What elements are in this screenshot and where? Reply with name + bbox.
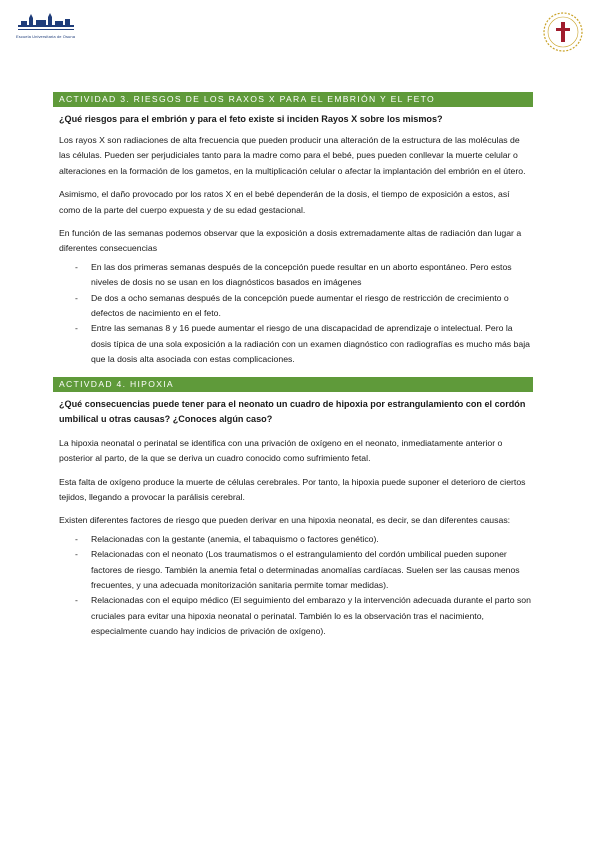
section-4-paragraph: La hipoxia neonatal o perinatal se identifica con una privación de oxígeno en el neonato, inmediatamente anterior o posterior al parto, de la que se deriva un cuadro conocido como sufrimiento fetal. [59, 437, 503, 464]
document-content [53, 92, 533, 640]
osuna-school-logo [16, 12, 76, 42]
school-caption: Escuela Universitaria de Osuna [16, 34, 76, 39]
section-3-paragraph: Los rayos X son radiaciones de alta frecuencia que pueden producir una alteración de la estructura de las moléculas de las células. Pueden ser perjudiciales tanto para la madre como para el bebé, pues pueden conllevar la muerte celular o alteraciones en la formación de los gametos, en la multiplicación celular o afectar la implantación del embrión en el útero. [59, 135, 526, 176]
section-4-heading: ACTIVDAD 4. HIPOXIA [53, 377, 533, 392]
section-4-question: ¿Qué consecuencias puede tener para el neonato un cuadro de hipoxia por estrangulamiento con el cordón umbilical u otras causas? ¿Conoces algún caso? [59, 398, 526, 424]
section-3-heading: ACTIVIDAD 3. RIESGOS DE LOS RAXOS X PARA EL EMBRIÓN Y EL FETO [53, 92, 533, 107]
section-3-paragraph: En función de las semanas podemos observar que la exposición a dosis extremadamente altas de radiación dan lugar a diferentes consecuencias [59, 228, 522, 254]
university-seal [540, 10, 586, 54]
list-item: - Entre las semanas 8 y 16 puede aumentar el riesgo de una discapacidad de aprendizaje o intelectual. Pero la dosis típica de una sola exposición a la radiación con un examen diagnóstico con radiografías es mucho más baja que la dosis alta asociada con estas complicaciones. [53, 321, 533, 367]
section-3-paragraph: Asimismo, el daño provocado por los ratos X en el bebé dependerán de la dosis, el tiempo de exposición a estos, así como de la parte del cuerpo expuesta y de su edad gestacional. [59, 189, 510, 215]
section-4-list [53, 532, 533, 640]
university-seal-icon [540, 10, 586, 54]
list-item: - Relacionadas con el equipo médico (El seguimiento del embarazo y la intervención adecuada durante el parto son cruciales para evitar una hipoxia neonatal o perinatal. También lo es la observación tras el nacimiento, especialmente cuando hay indicios de privación de oxígeno). [53, 593, 533, 639]
list-item: - Relacionadas con la gestante (anemia, el tabaquismo o factores genético). [53, 532, 533, 547]
list-item: - En las dos primeras semanas después de la concepción puede resultar en un aborto espontáneo. Pero estos niveles de dosis no se usan en los diagnósticos basados en imágenes [53, 260, 533, 291]
list-item: - De dos a ocho semanas después de la concepción puede aumentar el riesgo de restricción de crecimiento o defectos de nacimiento en el feto. [53, 291, 533, 322]
section-4-paragraph: Esta falta de oxígeno produce la muerte de células cerebrales. Por tanto, la hipoxia puede suponer el deterioro de ciertos tejidos, llegando a provocar la parálisis cerebral. [59, 476, 526, 502]
list-item: - Relacionadas con el neonato (Los traumatismos o el estrangulamiento del cordón umbilical pueden suponer factores de riesgo. También la anemia fetal o determinadas anomalías cardíacas. Suelen ser las causas menos frecuentes, y una adecuada monitorización sanitaria permite tomar medidas). [53, 547, 533, 593]
section-4-paragraph: Existen diferentes factores de riesgo que pueden derivar en una hipoxia neonatal, es decir, se dan diferentes causas: [59, 515, 511, 526]
building-skyline-icon [16, 12, 76, 34]
section-3-question: ¿Qué riesgos para el embrión y para el feto existe si inciden Rayos X sobre los mismos? [59, 114, 443, 124]
section-3-list [53, 260, 533, 368]
